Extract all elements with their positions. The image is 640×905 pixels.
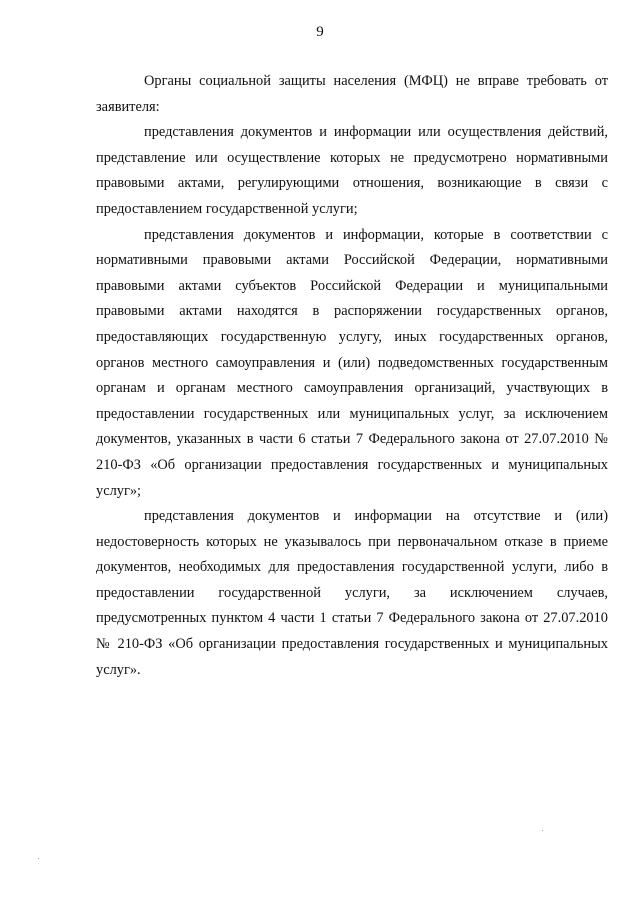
scan-speck — [38, 858, 39, 859]
document-body — [96, 69, 608, 683]
paragraph-item-1: представления документов и информации или осуществления действий, представление или осуществление которых не предусмотрено нормативными правовыми актами, регулирующими отношения, возникающие в связи с предоставлением государственной услуги; — [96, 124, 608, 217]
page-number: 9 — [316, 24, 324, 40]
paragraph-item-3: представления документов и информации на отсутствие и (или) недостоверность которых не указывалось при первоначальном отказе в приеме документов, необходимых для предоставления государственной услуги, либо в предоставлении государственной услуги, за исключением случаев, предусмотренных пунктом 4 части 1 статьи 7 Федерального закона от 27.07.2010 № 210-ФЗ «Об организации предоставления государственных и муниципальных услуг». — [96, 508, 608, 678]
paragraph-intro: Органы социальной защиты населения (МФЦ) не вправе требовать от заявителя: — [96, 73, 608, 115]
scan-speck — [542, 830, 543, 831]
paragraph-item-2: представления документов и информации, которые в соответствии с нормативными правовыми актами Российской Федерации, нормативными правовыми актами субъектов Российской Федерации и муниципальными правовыми актами находятся в распоряжении государственных органов, предоставляющих государственную услугу, иных государственных органов, органов местного самоуправления и (или) подведомственных государственным органам и органам местного самоуправления организаций, участвующих в предоставлении государственных или муниципальных услуг, за исключением документов, указанных в части 6 статьи 7 Федерального закона от 27.07.2010 № 210-ФЗ «Об организации предоставления государственных и муниципальных услуг»; — [96, 226, 608, 499]
